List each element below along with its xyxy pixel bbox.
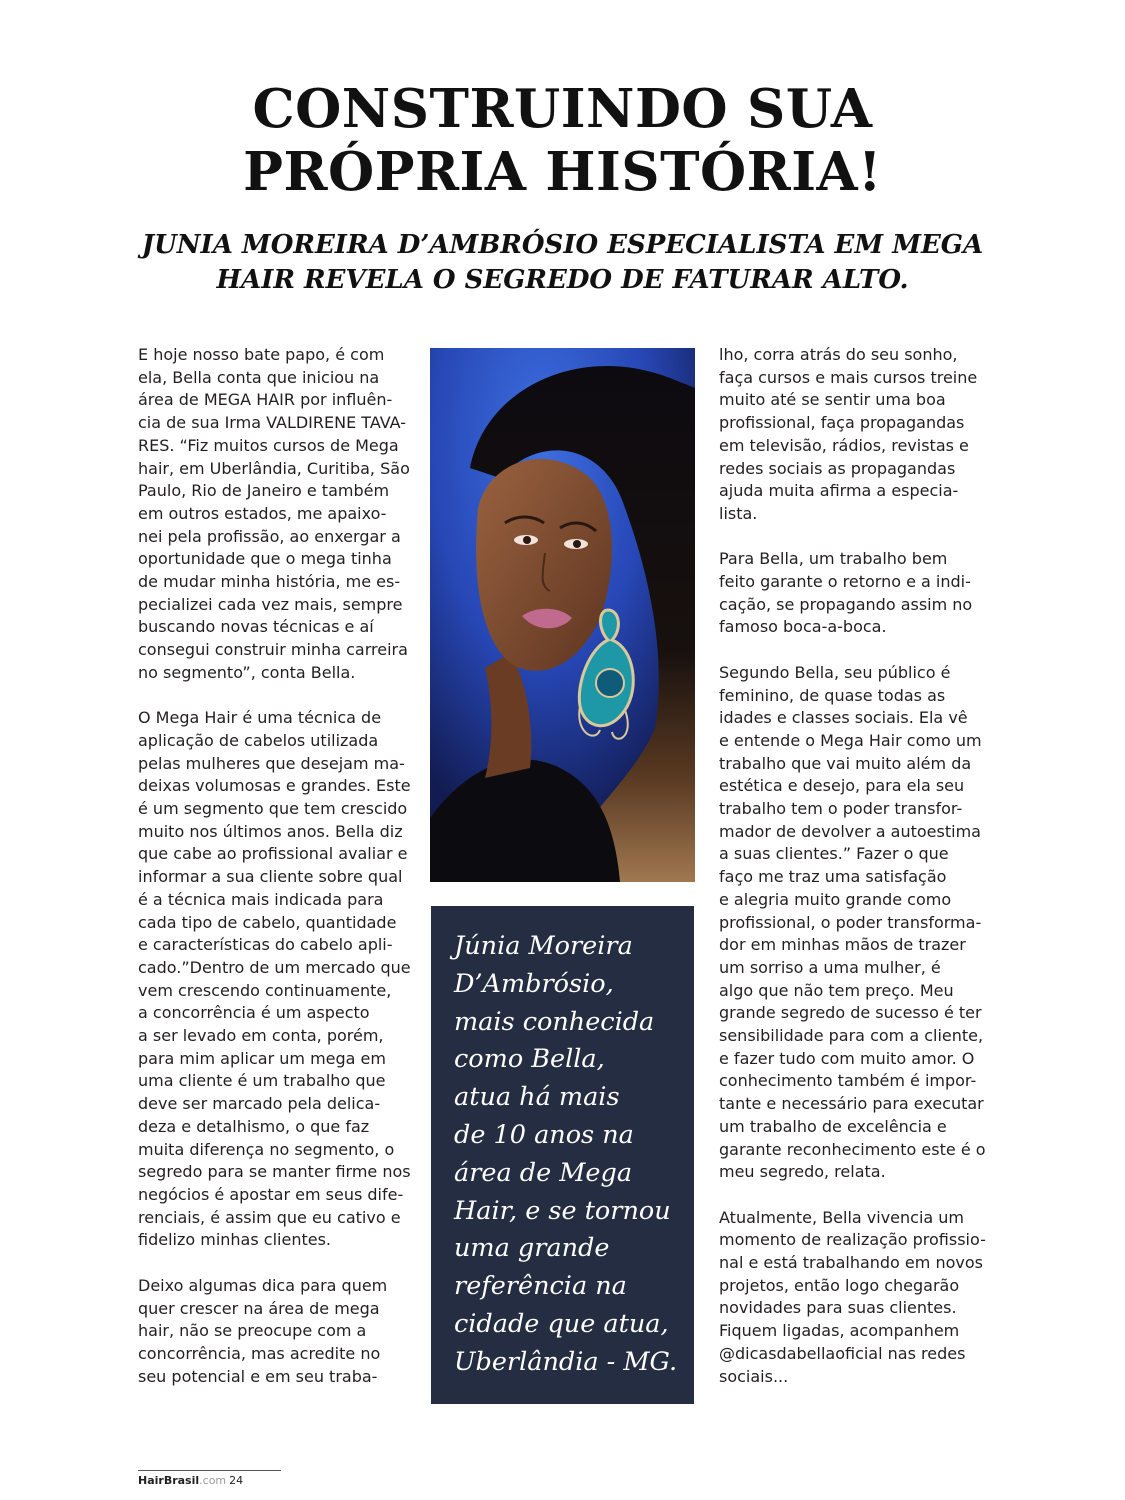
text-line: vem crescendo continuamente, — [138, 980, 392, 1000]
text-line: segredo para se manter firme nos — [138, 1162, 411, 1182]
title-line-1: CONSTRUINDO SUA — [252, 78, 873, 140]
right-column — [719, 344, 994, 1388]
text-line: referência na — [454, 1271, 627, 1302]
text-line: e entende o Mega Hair como um — [719, 730, 982, 750]
text-line: cia de sua Irma VALDIRENE TAVA- — [138, 413, 407, 433]
text-line: cidade que atua, — [454, 1308, 669, 1339]
text-line: a suas clientes.” Fazer o que — [719, 844, 949, 864]
text-line: pelas mulheres que desejam ma- — [138, 753, 405, 773]
text-line: cada tipo de cabelo, quantidade — [138, 912, 397, 932]
text-line: feminino, de quase todas as — [719, 685, 946, 705]
text-line: meu segredo, relata. — [719, 1162, 886, 1182]
text-line: garante reconhecimento este é o — [719, 1139, 986, 1159]
text-line: negócios é apostar em seus dife- — [138, 1185, 404, 1204]
text-line: momento de realização profissio- — [719, 1230, 986, 1250]
text-line: e alegria muito grande como — [719, 889, 952, 909]
text-line: em televisão, rádios, revistas e — [719, 435, 969, 455]
subtitle-line-2: HAIR REVELA O SEGREDO DE FATURAR ALTO. — [216, 265, 909, 295]
text-line: uma grande — [454, 1233, 610, 1264]
text-line: profissional, o poder transforma- — [719, 912, 982, 932]
text-line: deixas volumosas e grandes. Este — [138, 776, 411, 796]
pull-quote — [431, 906, 694, 1404]
text-line: faça cursos e mais cursos treine — [719, 367, 978, 387]
pull-quote-text — [454, 928, 684, 1382]
text-line: é a técnica mais indicada para — [138, 889, 384, 909]
text-line: é um segmento que tem crescido — [138, 799, 408, 819]
text-line: em outros estados, me apaixo- — [138, 503, 387, 523]
footer-brand: HairBrasil — [138, 1474, 200, 1487]
text-line: quer crescer na área de mega — [138, 1298, 380, 1318]
text-line: área de MEGA HAIR por influên- — [138, 390, 393, 410]
left-paragraph-1 — [138, 344, 410, 685]
text-line: nei pela profissão, ao enxergar a — [138, 526, 401, 546]
text-line: Hair, e se tornou — [454, 1195, 671, 1226]
text-line: para mim aplicar um mega em — [138, 1048, 386, 1068]
text-line: no segmento”, conta Bella. — [138, 662, 356, 682]
text-line: idades e classes sociais. Ela vê — [719, 708, 968, 728]
text-line: um sorriso a uma mulher, é — [719, 957, 941, 977]
text-line: a concorrência é um aspecto — [138, 1003, 370, 1023]
text-line: cação, se propagando assim no — [719, 594, 973, 614]
text-line: e características do cabelo apli- — [138, 935, 393, 955]
text-line: algo que não tem preço. Meu — [719, 980, 954, 1000]
page-number: 24 — [229, 1474, 244, 1487]
left-column — [138, 344, 410, 1388]
text-line: RES. “Fiz muitos cursos de Mega — [138, 435, 399, 455]
text-line: Uberlândia - MG. — [454, 1346, 678, 1377]
text-line: ajuda muita afirma a especia- — [719, 481, 959, 501]
right-paragraph-4 — [719, 1207, 994, 1389]
text-line: como Bella, — [454, 1044, 605, 1075]
text-line: mais conhecida — [454, 1006, 655, 1037]
text-line: nal e está trabalhando em novos — [719, 1253, 983, 1273]
text-line: tante e necessário para executar — [719, 1094, 984, 1114]
text-line: e fazer tudo com muito amor. O — [719, 1048, 975, 1068]
text-line: renciais, é assim que eu cativo e — [138, 1207, 401, 1227]
text-line: @dicasdabellaoficial nas redes — [719, 1343, 966, 1363]
text-line: um trabalho de excelência e — [719, 1116, 947, 1136]
portrait-photo — [430, 348, 695, 882]
text-line: fidelizo minhas clientes. — [138, 1230, 331, 1250]
right-paragraph-2 — [719, 548, 994, 639]
text-line: seu potencial e em seu traba- — [138, 1366, 378, 1386]
text-line: a ser levado em conta, porém, — [138, 1026, 384, 1046]
right-paragraph-1 — [719, 344, 994, 526]
text-line: buscando novas técnicas e aí — [138, 617, 374, 637]
text-line: ela, Bella conta que iniciou na — [138, 367, 380, 387]
text-line: concorrência, mas acredite no — [138, 1343, 381, 1363]
text-line: O Mega Hair é uma técnica de — [138, 708, 382, 728]
text-line: novidades para suas clientes. — [719, 1298, 957, 1318]
text-line: muito nos últimos anos. Bella diz — [138, 821, 403, 841]
text-line: Deixo algumas dica para quem — [138, 1275, 388, 1295]
text-line: feito garante o retorno e a indi- — [719, 572, 971, 592]
page-footer — [138, 1474, 243, 1488]
text-line: deza e detalhismo, o que faz — [138, 1116, 370, 1136]
text-line: E hoje nosso bate papo, é com — [138, 345, 385, 364]
text-line: atua há mais — [454, 1082, 620, 1113]
text-line: faço me traz uma satisfação — [719, 867, 947, 887]
text-line: Fiquem ligadas, acompanhem — [719, 1321, 960, 1341]
text-line: uma cliente é um trabalho que — [138, 1071, 386, 1091]
text-line: Júnia Moreira — [454, 931, 633, 961]
subtitle-line-1: JUNIA MOREIRA D’AMBRÓSIO ESPECIALISTA EM MEGA — [141, 230, 984, 260]
text-line: que cabe ao profissional avaliar e — [138, 844, 408, 864]
text-line: hair, não se preocupe com a — [138, 1321, 367, 1341]
footer-domain-suffix: .com — [199, 1474, 227, 1487]
text-line: D’Ambrósio, — [454, 968, 614, 999]
left-paragraph-3 — [138, 1275, 410, 1389]
text-line: pecializei cada vez mais, sempre — [138, 594, 403, 614]
text-line: de 10 anos na — [454, 1119, 634, 1150]
text-line: trabalho tem o poder transfor- — [719, 799, 963, 819]
text-line: dor em minhas mãos de trazer — [719, 935, 966, 955]
text-line: muita diferença no segmento, o — [138, 1139, 395, 1159]
text-line: lista. — [719, 503, 758, 523]
text-line: famoso boca-a-boca. — [719, 617, 887, 637]
text-line: oportunidade que o mega tinha — [138, 549, 392, 569]
text-line: de mudar minha história, me es- — [138, 572, 401, 592]
text-line: Atualmente, Bella vivencia um — [719, 1207, 965, 1227]
title-line-2: PRÓPRIA HISTÓRIA! — [243, 141, 882, 203]
text-line: informar a sua cliente sobre qual — [138, 867, 403, 887]
article-subtitle — [0, 228, 1125, 298]
text-line: estética e desejo, para ela seu — [719, 776, 965, 796]
text-line: aplicação de cabelos utilizada — [138, 730, 379, 750]
footer-rule — [138, 1470, 281, 1471]
text-line: cado.”Dentro de um mercado que — [138, 957, 411, 977]
text-line: redes sociais as propagandas — [719, 458, 956, 478]
text-line: conhecimento também é impor- — [719, 1071, 977, 1091]
text-line: Segundo Bella, seu público é — [719, 662, 951, 682]
text-line: área de Mega — [454, 1157, 633, 1188]
text-line: sociais... — [719, 1366, 789, 1386]
text-line: profissional, faça propagandas — [719, 413, 965, 433]
article-title — [0, 78, 1125, 204]
text-line: hair, em Uberlândia, Curitiba, São — [138, 458, 410, 478]
text-line: projetos, então logo chegarão — [719, 1275, 960, 1295]
text-line: mador de devolver a autoestima — [719, 821, 981, 841]
left-paragraph-2 — [138, 707, 410, 1252]
text-line: grande segredo de sucesso é ter — [719, 1003, 982, 1023]
right-paragraph-3 — [719, 662, 994, 1184]
text-line: Para Bella, um trabalho bem — [719, 549, 948, 569]
text-line: muito até se sentir uma boa — [719, 390, 946, 410]
text-line: consegui construir minha carreira — [138, 640, 408, 660]
text-line: trabalho que vai muito além da — [719, 753, 972, 773]
text-line: lho, corra atrás do seu sonho, — [719, 345, 958, 364]
text-line: Paulo, Rio de Janeiro e também — [138, 481, 390, 501]
text-line: deve ser marcado pela delica- — [138, 1094, 381, 1114]
text-line: sensibilidade para com a cliente, — [719, 1026, 984, 1046]
